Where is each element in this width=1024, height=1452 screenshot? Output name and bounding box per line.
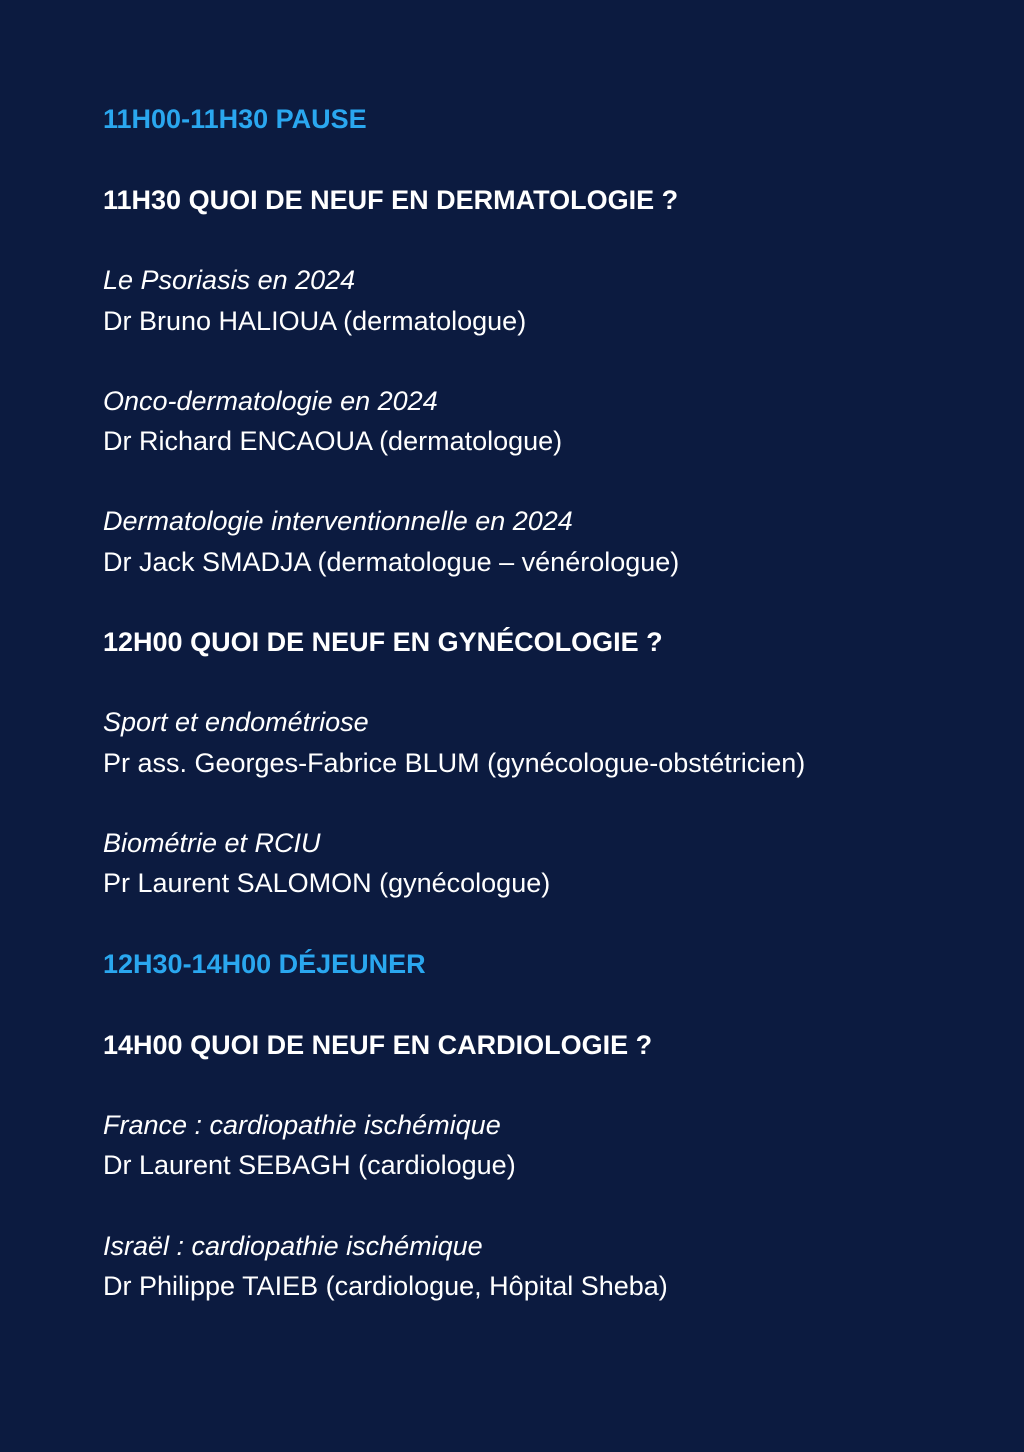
talk-title: Le Psoriasis en 2024 xyxy=(103,265,356,295)
talk-title: Israël : cardiopathie ischémique xyxy=(103,1231,483,1261)
pause-slot: 11H00-11H30 PAUSE xyxy=(103,104,367,134)
gynecologie-heading: 12H00 QUOI DE NEUF EN GYNÉCOLOGIE ? xyxy=(103,627,663,657)
talk-speaker: Pr ass. Georges-Fabrice BLUM (gynécologue-obstétricien) xyxy=(103,748,806,778)
cardiologie-heading: 14H00 QUOI DE NEUF EN CARDIOLOGIE ? xyxy=(103,1030,653,1060)
talk-title: Dermatologie interventionnelle en 2024 xyxy=(103,506,573,536)
talk-speaker: Dr Philippe TAIEB (cardiologue, Hôpital Sheba) xyxy=(103,1271,668,1301)
talk-speaker: Dr Laurent SEBAGH (cardiologue) xyxy=(103,1150,516,1180)
talk-speaker: Dr Bruno HALIOUA (dermatologue) xyxy=(103,306,527,336)
talk-title: Sport et endométriose xyxy=(103,707,369,737)
talk-title: Onco-dermatologie en 2024 xyxy=(103,386,438,416)
talk-speaker: Dr Jack SMADJA (dermatologue – vénérologue) xyxy=(103,547,680,577)
dejeuner-slot: 12H30-14H00 DÉJEUNER xyxy=(103,949,426,979)
talk-title: Biométrie et RCIU xyxy=(103,828,321,858)
talk-speaker: Dr Richard ENCAOUA (dermatologue) xyxy=(103,426,563,456)
talk-title: France : cardiopathie ischémique xyxy=(103,1110,501,1140)
talk-speaker: Pr Laurent SALOMON (gynécologue) xyxy=(103,868,551,898)
dermatologie-heading: 11H30 QUOI DE NEUF EN DERMATOLOGIE ? xyxy=(103,185,679,215)
